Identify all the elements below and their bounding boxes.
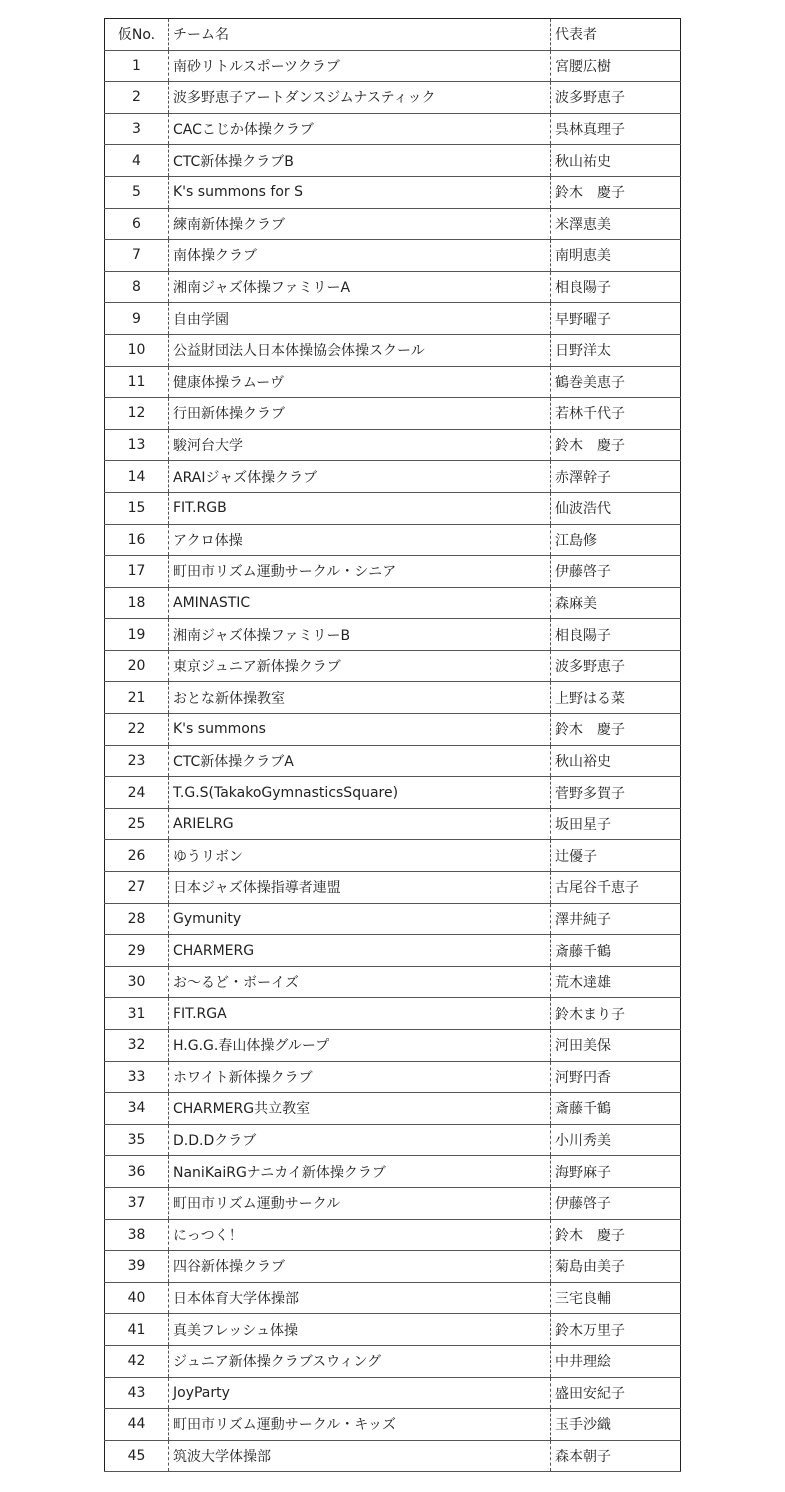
row-number: 30 <box>105 966 169 998</box>
team-name-cell: D.D.Dクラブ <box>169 1124 551 1156</box>
representative-cell: 鈴木 慶子 <box>551 1219 681 1251</box>
row-number: 40 <box>105 1282 169 1314</box>
row-number: 9 <box>105 303 169 335</box>
team-name-cell: お～るど・ボーイズ <box>169 966 551 998</box>
row-number: 41 <box>105 1314 169 1346</box>
table-row <box>105 808 681 840</box>
row-number: 21 <box>105 682 169 714</box>
representative-cell: 玉手沙織 <box>551 1409 681 1441</box>
representative-cell: 菅野多賀子 <box>551 777 681 809</box>
representative-cell: 荒木達雄 <box>551 966 681 998</box>
table-row <box>105 145 681 177</box>
table-row <box>105 872 681 904</box>
row-number: 17 <box>105 556 169 588</box>
representative-cell: 森本朝子 <box>551 1440 681 1472</box>
row-number: 45 <box>105 1440 169 1472</box>
table-row <box>105 935 681 967</box>
team-name-cell: 自由学園 <box>169 303 551 335</box>
representative-cell: 小川秀美 <box>551 1124 681 1156</box>
team-name-cell: 波多野恵子アートダンスジムナスティック <box>169 82 551 114</box>
representative-cell: 澤井純子 <box>551 903 681 935</box>
table-row <box>105 1030 681 1062</box>
table-row <box>105 334 681 366</box>
table-row <box>105 1124 681 1156</box>
table-row <box>105 1345 681 1377</box>
team-name-cell: 行田新体操クラブ <box>169 398 551 430</box>
team-name-cell: 湘南ジャズ体操ファミリーA <box>169 271 551 303</box>
representative-cell: 河田美保 <box>551 1030 681 1062</box>
header-no: 仮No. <box>105 19 169 51</box>
table-row <box>105 492 681 524</box>
representative-cell: 呉林真理子 <box>551 113 681 145</box>
table-row <box>105 619 681 651</box>
representative-cell: 伊藤啓子 <box>551 556 681 588</box>
table-row <box>105 113 681 145</box>
representative-cell: 三宅良輔 <box>551 1282 681 1314</box>
representative-cell: 盛田安紀子 <box>551 1377 681 1409</box>
representative-cell: 南明恵美 <box>551 240 681 272</box>
team-name-cell: にっつく！ <box>169 1219 551 1251</box>
table-row <box>105 82 681 114</box>
representative-cell: 波多野恵子 <box>551 82 681 114</box>
table-row <box>105 777 681 809</box>
team-name-cell: 町田市リズム運動サークル・キッズ <box>169 1409 551 1441</box>
team-name-cell: 湘南ジャズ体操ファミリーB <box>169 619 551 651</box>
row-number: 32 <box>105 1030 169 1062</box>
row-number: 34 <box>105 1093 169 1125</box>
team-name-cell: CTC新体操クラブA <box>169 745 551 777</box>
team-name-cell: FIT.RGB <box>169 492 551 524</box>
table-row <box>105 524 681 556</box>
row-number: 18 <box>105 587 169 619</box>
representative-cell: 宮腰広樹 <box>551 50 681 82</box>
team-name-cell: 駿河台大学 <box>169 429 551 461</box>
representative-cell: 赤澤幹子 <box>551 461 681 493</box>
team-name-cell: CTC新体操クラブB <box>169 145 551 177</box>
team-name-cell: T.G.S(TakakoGymnasticsSquare) <box>169 777 551 809</box>
team-name-cell: アクロ体操 <box>169 524 551 556</box>
representative-cell: 秋山裕史 <box>551 745 681 777</box>
header-team-name: チーム名 <box>169 19 551 51</box>
table-row <box>105 208 681 240</box>
representative-cell: 辻優子 <box>551 840 681 872</box>
team-name-cell: AMINASTIC <box>169 587 551 619</box>
row-number: 3 <box>105 113 169 145</box>
row-number: 20 <box>105 650 169 682</box>
table-row <box>105 240 681 272</box>
representative-cell: 鈴木万里子 <box>551 1314 681 1346</box>
representative-cell: 江島修 <box>551 524 681 556</box>
table-row <box>105 556 681 588</box>
team-name-cell: CHARMERG共立教室 <box>169 1093 551 1125</box>
table-row <box>105 366 681 398</box>
table-row <box>105 650 681 682</box>
representative-cell: 若林千代子 <box>551 398 681 430</box>
row-number: 12 <box>105 398 169 430</box>
team-name-cell: Gymunity <box>169 903 551 935</box>
representative-cell: 中井理絵 <box>551 1345 681 1377</box>
row-number: 22 <box>105 714 169 746</box>
row-number: 26 <box>105 840 169 872</box>
team-name-cell: ジュニア新体操クラブスウィング <box>169 1345 551 1377</box>
row-number: 19 <box>105 619 169 651</box>
row-number: 35 <box>105 1124 169 1156</box>
team-name-cell: 健康体操ラムーヴ <box>169 366 551 398</box>
table-row <box>105 1377 681 1409</box>
table-row <box>105 303 681 335</box>
table-row <box>105 398 681 430</box>
table-row <box>105 682 681 714</box>
representative-cell: 米澤恵美 <box>551 208 681 240</box>
team-name-cell: 真美フレッシュ体操 <box>169 1314 551 1346</box>
table-row <box>105 1061 681 1093</box>
row-number: 27 <box>105 872 169 904</box>
team-name-cell: 筑波大学体操部 <box>169 1440 551 1472</box>
team-name-cell: JoyParty <box>169 1377 551 1409</box>
representative-cell: 日野洋太 <box>551 334 681 366</box>
row-number: 6 <box>105 208 169 240</box>
table-row <box>105 271 681 303</box>
representative-cell: 相良陽子 <box>551 271 681 303</box>
table-row <box>105 1314 681 1346</box>
team-name-cell: 南体操クラブ <box>169 240 551 272</box>
representative-cell: 鶴巻美恵子 <box>551 366 681 398</box>
team-name-cell: CACこじか体操クラブ <box>169 113 551 145</box>
row-number: 14 <box>105 461 169 493</box>
representative-cell: 鈴木 慶子 <box>551 429 681 461</box>
row-number: 38 <box>105 1219 169 1251</box>
team-name-cell: 日本体育大学体操部 <box>169 1282 551 1314</box>
row-number: 37 <box>105 1187 169 1219</box>
team-name-cell: 日本ジャズ体操指導者連盟 <box>169 872 551 904</box>
team-name-cell: K's summons <box>169 714 551 746</box>
representative-cell: 河野円香 <box>551 1061 681 1093</box>
row-number: 4 <box>105 145 169 177</box>
row-number: 15 <box>105 492 169 524</box>
team-name-cell: おとな新体操教室 <box>169 682 551 714</box>
row-number: 42 <box>105 1345 169 1377</box>
team-name-cell: K's summons for S <box>169 176 551 208</box>
representative-cell: 鈴木 慶子 <box>551 176 681 208</box>
team-name-cell: 四谷新体操クラブ <box>169 1251 551 1283</box>
representative-cell: 波多野恵子 <box>551 650 681 682</box>
header-row <box>105 19 681 51</box>
table-row <box>105 966 681 998</box>
row-number: 39 <box>105 1251 169 1283</box>
team-list-table <box>104 18 681 1472</box>
header-representative: 代表者 <box>551 19 681 51</box>
row-number: 16 <box>105 524 169 556</box>
table-row <box>105 1282 681 1314</box>
team-name-cell: NaniKaiRGナニカイ新体操クラブ <box>169 1156 551 1188</box>
row-number: 33 <box>105 1061 169 1093</box>
representative-cell: 仙波浩代 <box>551 492 681 524</box>
team-name-cell: 南砂リトルスポーツクラブ <box>169 50 551 82</box>
row-number: 1 <box>105 50 169 82</box>
table-row <box>105 998 681 1030</box>
row-number: 43 <box>105 1377 169 1409</box>
table-row <box>105 1187 681 1219</box>
team-name-cell: ARAIジャズ体操クラブ <box>169 461 551 493</box>
representative-cell: 伊藤啓子 <box>551 1187 681 1219</box>
table-row <box>105 461 681 493</box>
table-body <box>105 50 681 1472</box>
table-row <box>105 1156 681 1188</box>
table-row <box>105 429 681 461</box>
table-row <box>105 176 681 208</box>
row-number: 28 <box>105 903 169 935</box>
table-row <box>105 50 681 82</box>
table-row <box>105 714 681 746</box>
table-row <box>105 1219 681 1251</box>
representative-cell: 早野曜子 <box>551 303 681 335</box>
representative-cell: 森麻美 <box>551 587 681 619</box>
row-number: 8 <box>105 271 169 303</box>
team-name-cell: H.G.G.春山体操グループ <box>169 1030 551 1062</box>
row-number: 23 <box>105 745 169 777</box>
team-name-cell: 東京ジュニア新体操クラブ <box>169 650 551 682</box>
table-row <box>105 1093 681 1125</box>
table-row <box>105 587 681 619</box>
team-name-cell: 公益財団法人日本体操協会体操スクール <box>169 334 551 366</box>
representative-cell: 鈴木 慶子 <box>551 714 681 746</box>
team-name-cell: ホワイト新体操クラブ <box>169 1061 551 1093</box>
row-number: 24 <box>105 777 169 809</box>
row-number: 31 <box>105 998 169 1030</box>
representative-cell: 古尾谷千恵子 <box>551 872 681 904</box>
row-number: 29 <box>105 935 169 967</box>
team-name-cell: 練南新体操クラブ <box>169 208 551 240</box>
team-name-cell: CHARMERG <box>169 935 551 967</box>
representative-cell: 相良陽子 <box>551 619 681 651</box>
row-number: 36 <box>105 1156 169 1188</box>
row-number: 25 <box>105 808 169 840</box>
representative-cell: 斎藤千鶴 <box>551 935 681 967</box>
team-name-cell: FIT.RGA <box>169 998 551 1030</box>
representative-cell: 海野麻子 <box>551 1156 681 1188</box>
table-row <box>105 745 681 777</box>
representative-cell: 鈴木まり子 <box>551 998 681 1030</box>
row-number: 44 <box>105 1409 169 1441</box>
representative-cell: 斎藤千鶴 <box>551 1093 681 1125</box>
representative-cell: 秋山祐史 <box>551 145 681 177</box>
team-name-cell: ゆうリボン <box>169 840 551 872</box>
row-number: 13 <box>105 429 169 461</box>
row-number: 7 <box>105 240 169 272</box>
team-name-cell: ARIELRG <box>169 808 551 840</box>
row-number: 5 <box>105 176 169 208</box>
table-row <box>105 840 681 872</box>
table-row <box>105 903 681 935</box>
team-name-cell: 町田市リズム運動サークル・シニア <box>169 556 551 588</box>
table-row <box>105 1440 681 1472</box>
row-number: 11 <box>105 366 169 398</box>
team-name-cell: 町田市リズム運動サークル <box>169 1187 551 1219</box>
table-row <box>105 1409 681 1441</box>
representative-cell: 上野はる菜 <box>551 682 681 714</box>
row-number: 10 <box>105 334 169 366</box>
row-number: 2 <box>105 82 169 114</box>
table-row <box>105 1251 681 1283</box>
representative-cell: 菊島由美子 <box>551 1251 681 1283</box>
representative-cell: 坂田星子 <box>551 808 681 840</box>
